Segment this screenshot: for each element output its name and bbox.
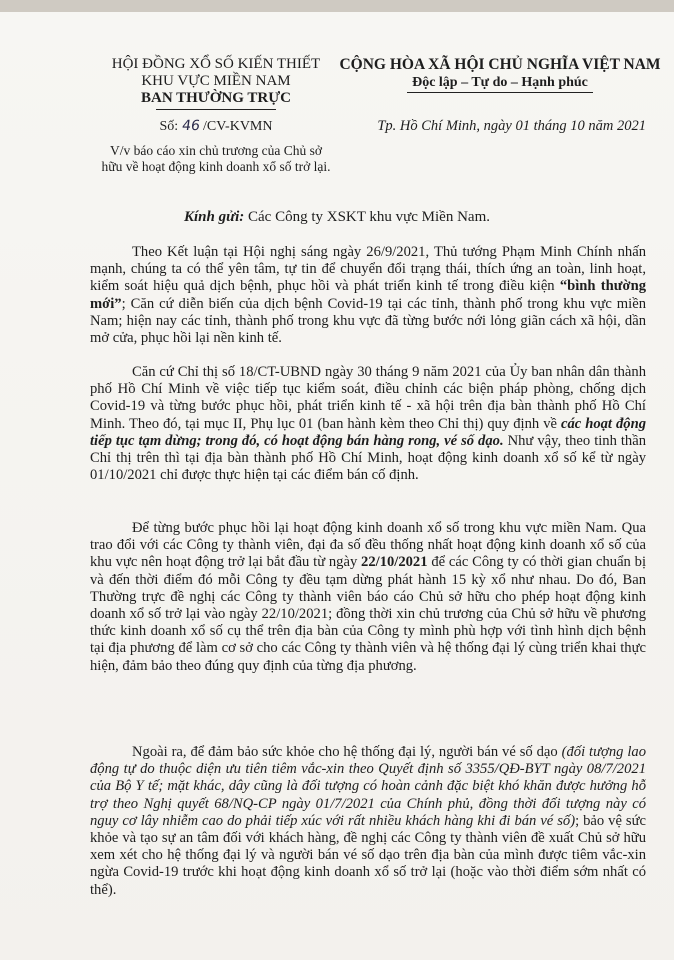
p3-text-c: để các Công ty có thời gian chuẩn bị và đến thời điểm đó mỗi Công ty đều tạm dừng phát hành 15 kỳ xổ như nhau. Do đó, Ban Thường trực đề nghị các Công ty thành viên báo cáo Chủ sở hữu cho phép hoạt động kinh doanh xổ số trở lại vào ngày 22/10/2021; đồng thời xin chủ trương của Chủ sở hữu về phương thức kinh doanh xổ số cụ thể trên địa bàn của Công ty mình phù hợp với tình hình dịch bệnh tại địa phương để làm cơ sở cho các Công ty thành viên và hệ thống đại lý cùng triển khai thực hiện, đảm bảo theo đúng quy định của từng địa phương. <box>90 554 646 674</box>
document-date: Tp. Hồ Chí Minh, ngày 01 tháng 10 năm 2021 <box>377 118 646 134</box>
subject-line-2: hữu về hoạt động kinh doanh xổ số trở lại. <box>101 159 331 174</box>
greeting-recipient: Các Công ty XSKT khu vực Miền Nam. <box>244 209 490 225</box>
recipient-greeting <box>0 209 674 226</box>
paragraph-3 <box>90 520 646 675</box>
document-number <box>98 118 334 135</box>
nation-name: CỘNG HÒA XÃ HỘI CHỦ NGHĨA VIỆT NAM <box>339 56 661 73</box>
number-suffix: /CV-KVMN <box>199 119 273 134</box>
p2-text-c: Như vậy, theo tinh thần Chỉ thị trên thì tại địa bàn thành phố Hồ Chí Minh, hoạt động kinh doanh xổ số kể từ ngày 01/10/2021 chỉ được thực hiện tại các điểm bán cố định. <box>90 432 647 484</box>
issuing-organization <box>98 56 334 110</box>
paragraph-1 <box>90 244 646 347</box>
p2-text-a: Căn cứ Chỉ thị số 18/CT-UBND ngày 30 tháng 9 năm 2021 của Ủy ban nhân dân thành phố Hồ Chí Minh về việc tiếp tục kiểm soát, điều chỉnh các biện pháp phòng, chống dịch Covid-19 và từng bước phục hồi, phát triển kinh tế - xã hội trên địa bàn thành phố Hồ Chí Minh. Theo đó, tại mục II, Phụ lục 01 (ban hành kèm theo Chỉ thị) quy định về <box>90 364 646 432</box>
org-underline <box>156 109 276 110</box>
number-prefix: Số: <box>159 119 182 134</box>
p2-emphasis: các hoạt động tiếp tục tạm dừng; trong đó, có hoạt động bán hàng rong, vé số dạo. <box>90 415 646 449</box>
p4-text-c: ; bảo vệ sức khỏe và tạo sự an tâm đối với khách hàng, đề nghị các Công ty thành viên đề xuất Chủ sở hữu xem xét cho hệ thống đại lý và người bán vé số dạo trên địa bàn của mình được tiêm vắc-xin ngừa Covid-19 trước khi hoạt động kinh doanh xổ số trở lại (hoặc vào thời điểm sớm nhất có thể). <box>90 812 646 898</box>
p3-emphasis-date: 22/10/2021 <box>361 554 428 571</box>
motto-underline <box>407 92 593 93</box>
national-motto: Độc lập – Tự do – Hạnh phúc <box>412 75 588 90</box>
subject-line-1: V/v báo cáo xin chủ trương của Chủ sở <box>109 143 323 158</box>
p1-emphasis: “bình thường mới” <box>90 278 646 312</box>
national-title <box>336 56 664 93</box>
p4-italic: (đối tượng lao động tự do thuộc diện ưu tiên tiêm vắc-xin theo Quyết định số 3355/QĐ-BYT ngày 08/7/2021 của Bộ Y tế; mặt khác, dây cũng là đối tượng có hoàn cảnh đặc biệt khó khăn được hưởng hỗ trợ theo Nghị quyết 68/NQ-CP ngày 01/7/2021 của Chính phủ, đồng thời đối tượng này có nguy cơ lây nhiễm cao do phải tiếp xúc với rất nhiều khách hàng khi đi bán vé số) <box>90 744 646 829</box>
handwritten-number: 46 <box>180 118 201 134</box>
p4-text-a: Ngoài ra, để đảm bảo sức khỏe cho hệ thống đại lý, người bán vé số dạo <box>132 744 562 760</box>
org-line-3: BAN THƯỜNG TRỰC <box>140 90 291 106</box>
document-subject <box>90 143 342 175</box>
org-line-1: HỘI ĐỒNG XỔ SỐ KIẾN THIẾT <box>111 56 321 72</box>
org-line-2: KHU VỰC MIỀN NAM <box>141 73 291 89</box>
p3-text-a: Để từng bước phục hồi lại hoạt động kinh doanh xổ số trong khu vực miền Nam. Qua trao đổi với các Công ty thành viên, đại đa số đều thống nhất hoạt động kinh doanh xổ số của khu vực nên hoạt động trở lại bắt đầu từ ngày <box>90 520 646 571</box>
scan-top-edge <box>0 0 674 12</box>
paragraph-2 <box>90 364 646 484</box>
greeting-label: Kính gửi: <box>183 209 245 225</box>
p1-text-c: ; Căn cứ diễn biến của dịch bệnh Covid-19 tại các tỉnh, thành phố trong khu vực miền Nam; hiện nay các tỉnh, thành phố trong khu vực đã từng bước nới lỏng giãn cách xã hội, dần mở cửa, phục hồi lại nền kinh tế. <box>90 295 646 347</box>
paragraph-4 <box>90 744 646 899</box>
p1-text-a: Theo Kết luận tại Hội nghị sáng ngày 26/9/2021, Thủ tướng Phạm Minh Chính nhấn mạnh, chúng ta có thể yên tâm, tự tin để chuyển đổi trạng thái, thích ứng an toàn, linh hoạt, kiểm soát hiệu quả dịch bệnh, phục hồi và phát triển kinh tế trong điều kiện <box>90 244 646 295</box>
